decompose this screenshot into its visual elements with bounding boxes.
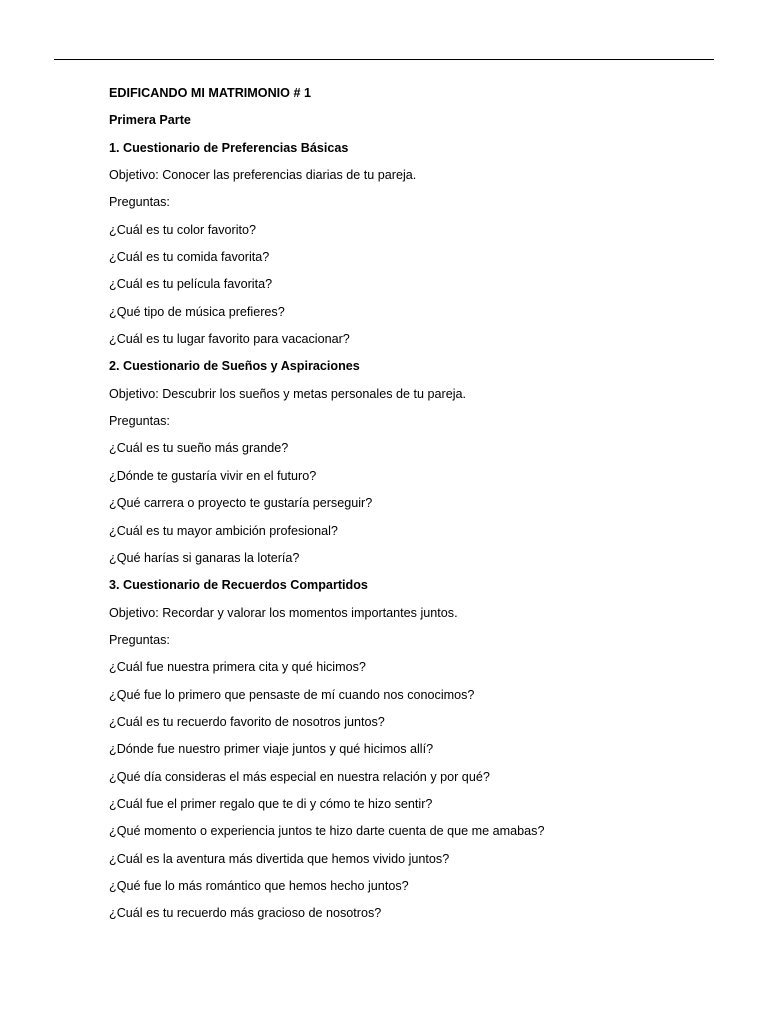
section-heading: 2. Cuestionario de Sueños y Aspiraciones bbox=[109, 359, 360, 374]
question-item: ¿Cuál es tu mayor ambición profesional? bbox=[109, 523, 338, 538]
section-objective: Objetivo: Recordar y valorar los momentos importantes juntos. bbox=[109, 605, 458, 620]
question-item: ¿Qué fue lo primero que pensaste de mí cuando nos conocimos? bbox=[109, 687, 475, 702]
question-item: ¿Qué fue lo más romántico que hemos hecho juntos? bbox=[109, 878, 409, 893]
question-item: ¿Cuál es tu recuerdo más gracioso de nosotros? bbox=[109, 906, 382, 921]
question-item: ¿Cuál es tu recuerdo favorito de nosotros juntos? bbox=[109, 714, 385, 729]
section-objective: Objetivo: Conocer las preferencias diarias de tu pareja. bbox=[109, 168, 417, 183]
section-heading: 1. Cuestionario de Preferencias Básicas bbox=[109, 140, 349, 155]
questions-label: Preguntas: bbox=[109, 195, 170, 210]
questions-label: Preguntas: bbox=[109, 632, 170, 647]
part-heading: Primera Parte bbox=[109, 113, 191, 128]
question-item: ¿Dónde fue nuestro primer viaje juntos y qué hicimos allí? bbox=[109, 742, 434, 757]
questions-label: Preguntas: bbox=[109, 414, 170, 429]
question-item: ¿Cuál es la aventura más divertida que hemos vivido juntos? bbox=[109, 851, 450, 866]
section-heading: 3. Cuestionario de Recuerdos Compartidos bbox=[109, 578, 368, 593]
question-item: ¿Qué carrera o proyecto te gustaría perseguir? bbox=[109, 496, 373, 511]
question-item: ¿Cuál es tu lugar favorito para vacacionar? bbox=[109, 332, 350, 347]
question-item: ¿Qué día consideras el más especial en nuestra relación y por qué? bbox=[109, 769, 490, 784]
question-item: ¿Qué harías si ganaras la lotería? bbox=[109, 550, 300, 565]
question-item: ¿Qué momento o experiencia juntos te hizo darte cuenta de que me amabas? bbox=[109, 824, 545, 839]
question-item: ¿Qué tipo de música prefieres? bbox=[109, 304, 285, 319]
question-item: ¿Cuál es tu comida favorita? bbox=[109, 250, 270, 265]
document-body bbox=[109, 82, 729, 930]
section-objective: Objetivo: Descubrir los sueños y metas personales de tu pareja. bbox=[109, 386, 467, 401]
question-item: ¿Cuál fue nuestra primera cita y qué hicimos? bbox=[109, 660, 366, 675]
page-top-rule bbox=[54, 59, 714, 60]
question-item: ¿Cuál es tu película favorita? bbox=[109, 277, 273, 292]
question-item: ¿Cuál es tu sueño más grande? bbox=[109, 441, 289, 456]
document-title: EDIFICANDO MI MATRIMONIO # 1 bbox=[109, 86, 311, 100]
question-item: ¿Cuál es tu color favorito? bbox=[109, 222, 256, 237]
question-item: ¿Dónde te gustaría vivir en el futuro? bbox=[109, 468, 317, 483]
question-item: ¿Cuál fue el primer regalo que te di y cómo te hizo sentir? bbox=[109, 796, 433, 811]
